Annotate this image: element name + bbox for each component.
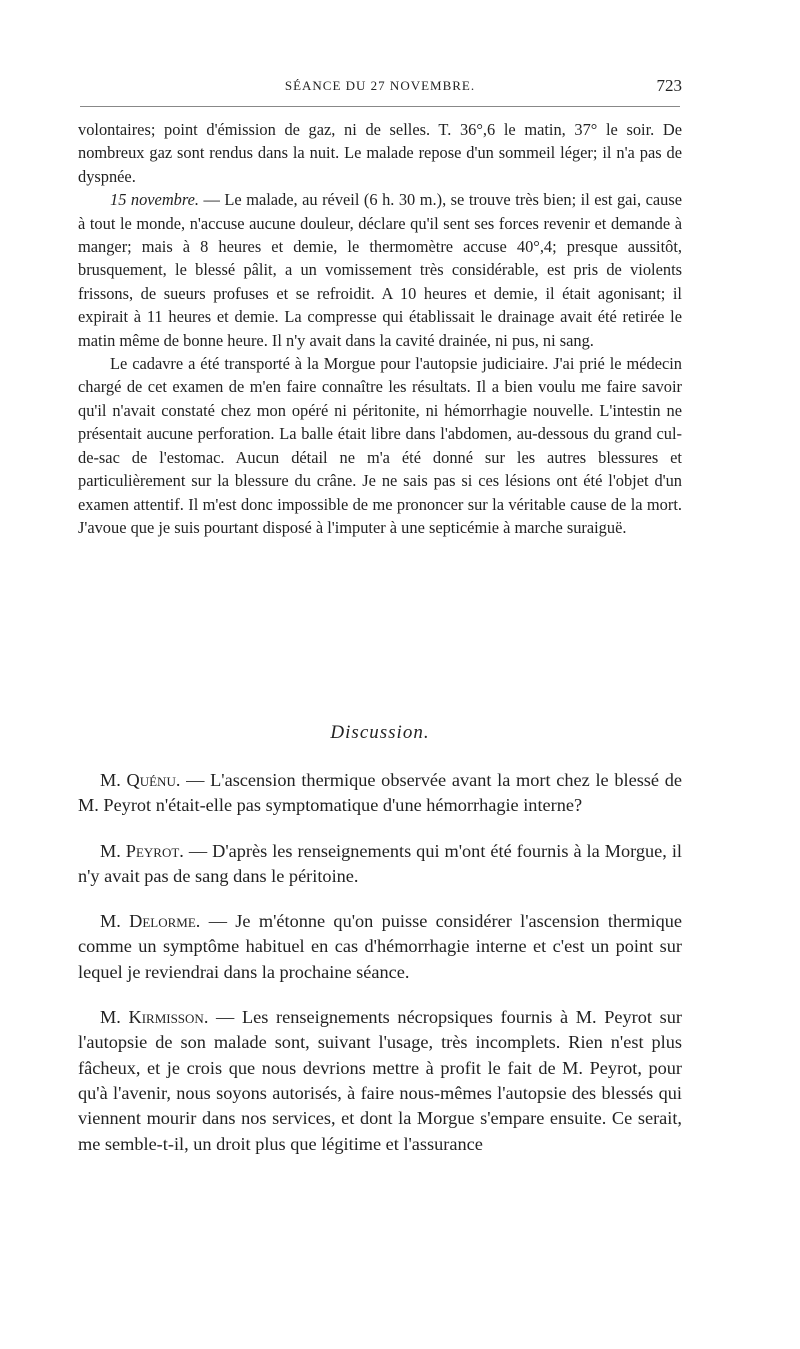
discussion-entry-peyrot xyxy=(78,839,682,890)
running-title: SÉANCE DU 27 NOVEMBRE. xyxy=(284,78,476,93)
discussion-entry-kirmisson xyxy=(78,1005,682,1157)
speaker-remark: — D'après les renseignements qui m'ont été fournis à la Morgue, il n'y avait pas de sang dans le péritoine. xyxy=(78,840,682,886)
page-number: 723 xyxy=(656,76,682,95)
paragraph-text: — Le malade, au réveil (6 h. 30 m.), se trouve très bien; il est gai, cause à tout le monde, n'accuse aucune douleur, déclare qu'il sent ses forces revenir et demande à manger; mais à 8 heures et demie, le thermomètre accuse 40°,4; presque aussitôt, brusquement, le blessé pâlit, a un vomissement très considérable, est pris de violents frissons, de sueurs profuses et se refroidit. A 10 heures et demie, il était agonisant; il expirait à 11 heures et demie. La compresse qui établissait le drainage avait été retirée le matin même de bonne heure. Il n'y avait dans la cavité drainée, ni pus, ni sang. xyxy=(78,190,682,350)
paragraph-autopsy: Le cadavre a été transporté à la Morgue pour l'autopsie judiciaire. J'ai prié le médecin chargé de cet examen de m'en faire connaître les résultats. Il a bien voulu me faire savoir qu'il n'avait constaté chez mon opéré ni péritonite, ni hémorrhagie nouvelle. L'intestin ne présentait aucune perforation. La balle était libre dans l'abdomen, au-dessous du grand cul-de-sac de l'estomac. Aucun détail ne m'a été donné sur les autres blessures et particulièrement sur la blessure du crâne. Je ne sais pas si ces lésions ont été l'objet d'un examen attentif. Il m'est donc impossible de me prononcer sur la véritable cause de la mort. J'avoue que je suis pourtant disposé à l'imputer à une septicémie à marche suraiguë. xyxy=(78,354,682,537)
discussion-body xyxy=(78,768,682,1177)
paragraph-continuation: volontaires; point d'émission de gaz, ni de selles. T. 36°,6 le matin, 37° le soir. De nombreux gaz sont rendus dans la nuit. Le malade repose d'un sommeil léger; il n'a pas de dyspnée. xyxy=(78,120,682,186)
discussion-entry-delorme xyxy=(78,909,682,985)
header-rule xyxy=(80,106,680,107)
discussion-entry-quenu xyxy=(78,768,682,819)
case-report xyxy=(78,118,682,539)
speaker-name: M. Quénu. xyxy=(100,770,181,790)
date-label: 15 novembre. xyxy=(110,190,200,210)
speaker-name: M. Peyrot. xyxy=(100,840,184,861)
speaker-remark: — Les renseignements nécropsiques fournis à M. Peyrot sur l'autopsie de son malade sont, suivant l'usage, très incomplets. Rien n'est plus fâcheux, et je crois que nous devrions mettre à profit le fait de M. Peyrot, pour qu'à l'avenir, nous soyons autorisés, à faire nous-mêmes l'autopsie des blessés qui viennent mourir dans nos services, et dont la Morgue s'empare ensuite. Ce serait, me semble-t-il, un droit plus que légitime et l'assurance xyxy=(78,1007,682,1154)
speaker-name: M. Delorme. xyxy=(100,911,201,932)
speaker-remark: — Je m'étonne qu'on puisse considérer l'ascension thermique comme un symptôme habituel en cas d'hémorrhagie interne et c'est un point sur lequel je reviendrai dans la prochaine séance. xyxy=(78,911,682,982)
paragraph-november-15 xyxy=(78,188,682,352)
speaker-name: M. Kirmisson. xyxy=(100,1007,209,1028)
speaker-remark: — L'ascension thermique observée avant la mort chez le blessé de M. Peyrot n'était-elle pas symptomatique d'une hémorrhagie interne? xyxy=(78,770,682,816)
section-title-discussion: Discussion. xyxy=(330,722,430,743)
running-head xyxy=(78,74,682,98)
